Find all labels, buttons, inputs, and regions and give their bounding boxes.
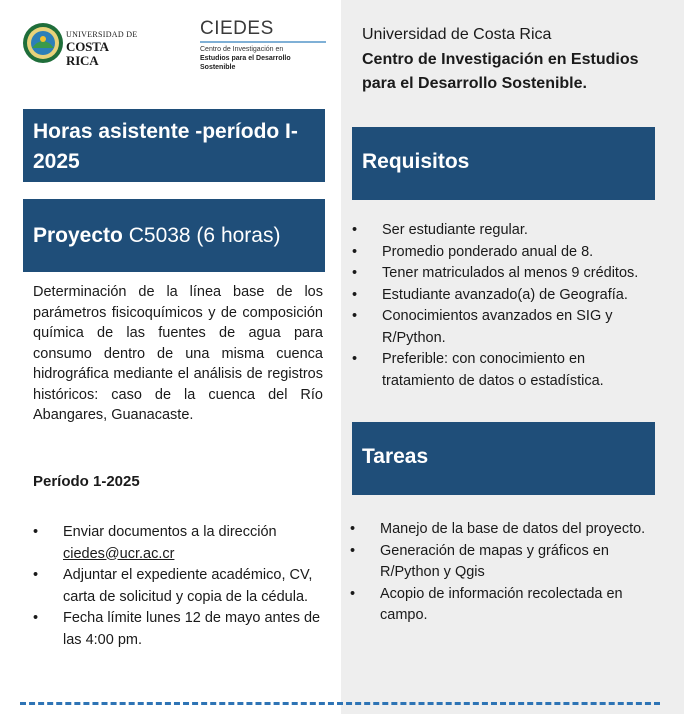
- list-item: [352, 220, 657, 242]
- requirements-title: Requisitos: [362, 150, 470, 173]
- application-instructions: [33, 522, 323, 651]
- list-item: [33, 608, 323, 651]
- task-text: Acopio de información recolectada en campo.: [380, 585, 623, 623]
- list-item: [350, 519, 655, 541]
- project-label: Proyecto: [33, 224, 123, 247]
- ucr-wordmark-line1: UNIVERSIDAD DE: [66, 30, 138, 39]
- ciedes-logo-sub1: Centro de Investigación en: [200, 46, 284, 53]
- ciedes-logo: [200, 18, 326, 72]
- bullet-icon: •: [352, 286, 358, 303]
- task-text: Manejo de la base de datos del proyecto.: [380, 521, 646, 537]
- hours-title-bar: [23, 109, 325, 182]
- header-logos: [22, 18, 332, 88]
- list-item: [352, 306, 657, 349]
- bullet-icon: •: [352, 265, 358, 281]
- email-link[interactable]: ciedes@ucr.ac.cr: [63, 545, 175, 562]
- bullet-icon: •: [352, 222, 358, 238]
- bullet-icon: •: [33, 567, 39, 583]
- project-title-bar: [23, 199, 325, 272]
- ucr-logo: [22, 20, 142, 74]
- bullet-icon: •: [350, 585, 356, 602]
- requirement-text: Conocimientos avanzados en SIG y R/Python.: [382, 308, 613, 346]
- requirement-text: Ser estudiante regular.: [382, 222, 528, 238]
- project-description: Determinación de la línea base de los parámetros fisicoquímicos y de composición química de las fuentes de agua para consumo dentro de una misma cuenca hidrográfica mediante el análisis de registros históricos: caso de la cuenca del Río Abangares, Guanacaste.: [33, 284, 323, 423]
- requirement-text: Tener matriculados al menos 9 créditos.: [382, 265, 639, 281]
- list-item: [350, 584, 655, 627]
- requirement-text: Preferible: con conocimiento en tratamiento de datos o estadística.: [382, 351, 604, 389]
- list-item: [350, 541, 655, 584]
- list-item: [33, 565, 323, 608]
- list-item: [352, 263, 657, 285]
- university-name: Universidad de Costa Rica: [362, 26, 552, 43]
- tasks-list: [350, 519, 655, 627]
- footer-dashed-divider: [20, 702, 660, 705]
- requirements-title-bar: [352, 127, 655, 200]
- ucr-seal-icon: [22, 20, 64, 66]
- hours-title: Horas asistente -período I-2025: [33, 120, 298, 173]
- ucr-wordmark-line2: COSTA RICA: [66, 39, 109, 68]
- list-item: [352, 242, 657, 264]
- instruction-text: Enviar documentos a la dirección: [63, 524, 277, 540]
- period-label: Período 1-2025: [33, 473, 140, 490]
- project-code: C5038 (6 horas): [128, 224, 281, 247]
- center-name: Centro de Investigación en Estudios para el Desarrollo Sostenible.: [362, 51, 639, 92]
- instruction-text: Adjuntar el expediente académico, CV, carta de solicitud y copia de la cédula.: [63, 567, 313, 605]
- bullet-icon: •: [352, 243, 358, 260]
- tasks-title-bar: [352, 422, 655, 495]
- list-item: [33, 522, 323, 565]
- ciedes-logo-rule: [200, 41, 326, 43]
- list-item: [352, 349, 657, 392]
- bullet-icon: •: [33, 610, 39, 626]
- ciedes-logo-sub2: Estudios para el Desarrollo: [200, 55, 291, 62]
- ucr-wordmark: [66, 30, 142, 68]
- requirements-list: [352, 220, 657, 392]
- instruction-text: Fecha límite lunes 12 de mayo antes de las 4:00 pm.: [63, 610, 321, 648]
- bullet-icon: •: [350, 542, 356, 559]
- bullet-icon: •: [350, 521, 356, 537]
- requirement-text: Promedio ponderado anual de 8.: [382, 243, 594, 260]
- bullet-icon: •: [352, 308, 358, 324]
- list-item: [352, 285, 657, 307]
- task-text: Generación de mapas y gráficos en R/Python y Qgis: [380, 542, 609, 580]
- bullet-icon: •: [33, 524, 39, 540]
- ciedes-logo-sub3: Sostenible: [200, 64, 236, 71]
- tasks-title: Tareas: [362, 445, 429, 468]
- project-title: [33, 221, 280, 251]
- bullet-icon: •: [352, 351, 358, 367]
- ciedes-logo-name: CIEDES: [200, 18, 274, 39]
- requirement-text: Estudiante avanzado(a) de Geografía.: [382, 286, 628, 303]
